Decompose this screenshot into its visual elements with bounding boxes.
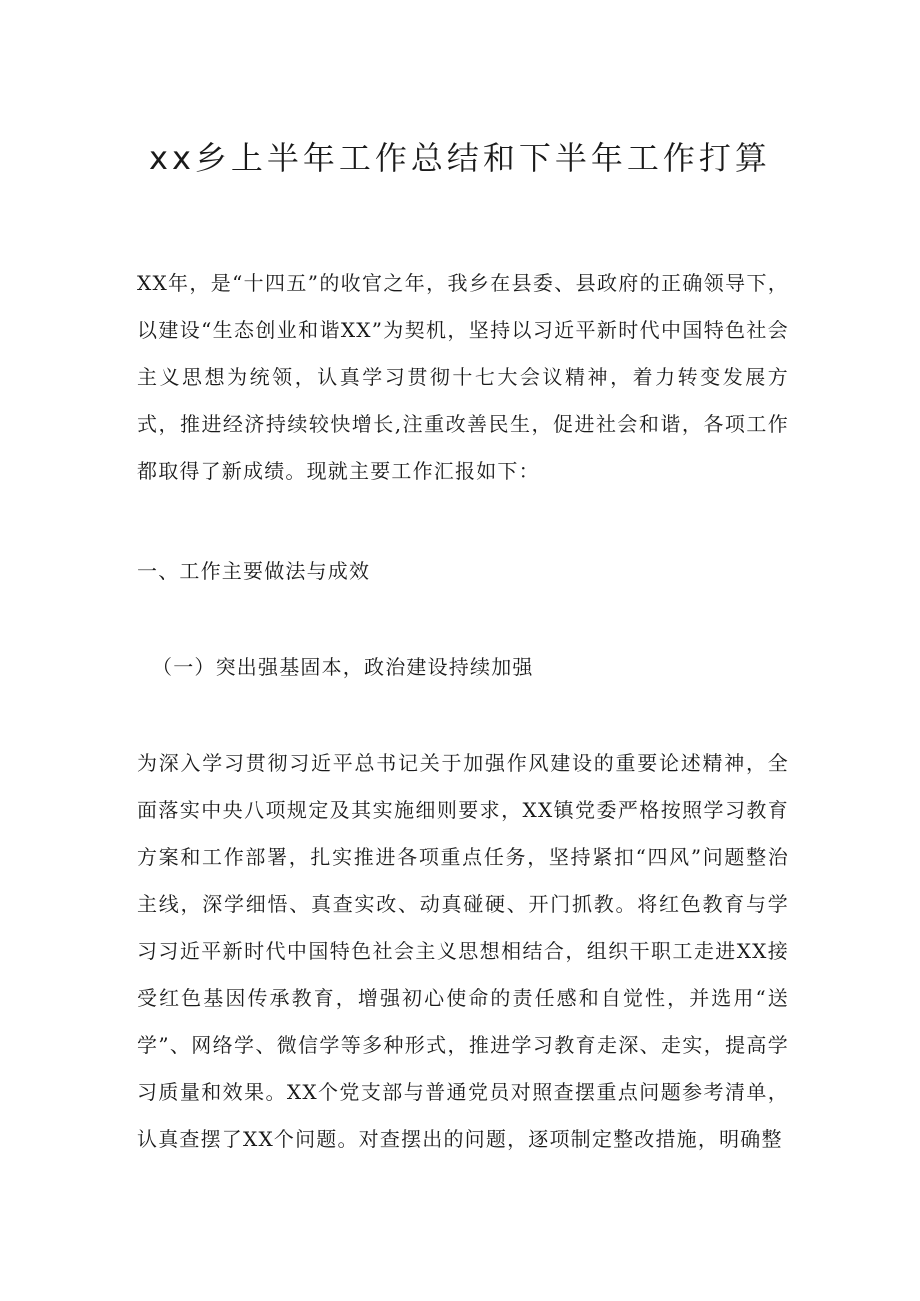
subsection-heading: （一）突出强基固本，政治建设持续加强 <box>152 655 534 679</box>
document-title: xx乡上半年工作总结和下半年工作打算 <box>149 139 771 177</box>
intro-paragraph: XX年，是“十四五”的收官之年，我乡在县委、县政府的正确领导下，以建设“生态创业和谐XX”为契机，坚持以习近平新时代中国特色社会主义思想为统领，认真学习贯彻十七大会议精神，着力转变发展方式，推进经济持续较快增长,注重改善民生，促进社会和谐，各项工作都取得了新成绩。现就主要工作汇报如下： <box>137 271 789 483</box>
body-paragraph: 为深入学习贯彻习近平总书记关于加强作风建设的重要论述精神，全面落实中央八项规定及其实施细则要求，XX镇党委严格按照学习教育方案和工作部署，扎实推进各项重点任务，坚持紧扣“四风”问题整治主线，深学细悟、真查实改、动真碰硬、开门抓教。将红色教育与学习习近平新时代中国特色社会主义思想相结合，组织干职工走进XX接受红色基因传承教育，增强初心使命的责任感和自觉性，并选用“送学”、网络学、微信学等多种形式，推进学习教育走深、走实，提高学习质量和效果。XX个党支部与普通党员对照查摆重点问题参考清单，认真查摆了XX个问题。对查摆出的问题，逐项制定整改措施，明确整 <box>137 751 789 1151</box>
section-heading: 一、工作主要做法与成效 <box>137 559 371 583</box>
